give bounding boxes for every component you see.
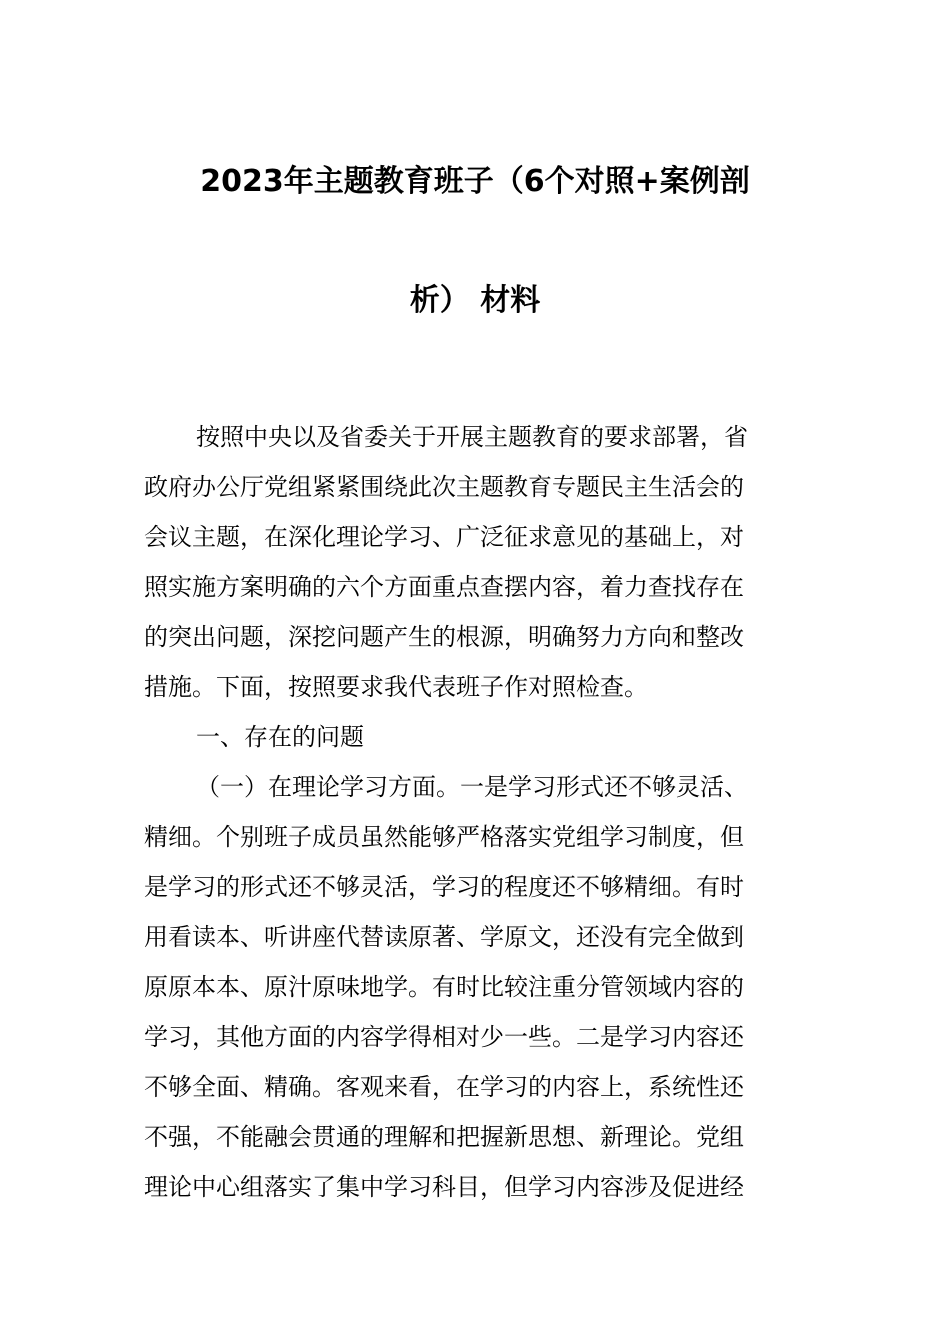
document-title-line-1: 2023年主题教育班子（6个对照+案例剖 <box>200 164 750 199</box>
body-line: 用看读本、听讲座代替读原著、学原文，还没有完全做到 <box>144 923 744 951</box>
body-line: 政府办公厅党组紧紧围绕此次主题教育专题民主生活会的 <box>144 473 744 501</box>
body-line: 原原本本、原汁原味地学。有时比较注重分管领域内容的 <box>144 973 744 1001</box>
body-line: 不够全面、精确。客观来看，在学习的内容上，系统性还 <box>144 1073 744 1101</box>
body-line: 精细。个别班子成员虽然能够严格落实党组学习制度，但 <box>144 823 744 851</box>
body-line: 按照中央以及省委关于开展主题教育的要求部署，省 <box>196 423 748 451</box>
body-line: （一）在理论学习方面。一是学习形式还不够灵活、 <box>196 773 748 801</box>
body-line: 不强，不能融会贯通的理解和把握新思想、新理论。党组 <box>144 1123 744 1151</box>
body-line: 的突出问题，深挖问题产生的根源，明确努力方向和整改 <box>144 623 744 651</box>
section-heading: 一、存在的问题 <box>196 723 364 751</box>
body-line: 学习，其他方面的内容学得相对少一些。二是学习内容还 <box>144 1023 744 1051</box>
document-title-line-2: 析） 材料 <box>409 283 541 318</box>
body-line: 会议主题，在深化理论学习、广泛征求意见的基础上，对 <box>144 523 744 551</box>
body-line: 措施。下面，按照要求我代表班子作对照检查。 <box>144 673 648 701</box>
body-line: 是学习的形式还不够灵活，学习的程度还不够精细。有时 <box>144 873 744 901</box>
body-line: 照实施方案明确的六个方面重点查摆内容，着力查找存在 <box>144 573 744 601</box>
body-line: 理论中心组落实了集中学习科目，但学习内容涉及促进经 <box>144 1173 744 1201</box>
